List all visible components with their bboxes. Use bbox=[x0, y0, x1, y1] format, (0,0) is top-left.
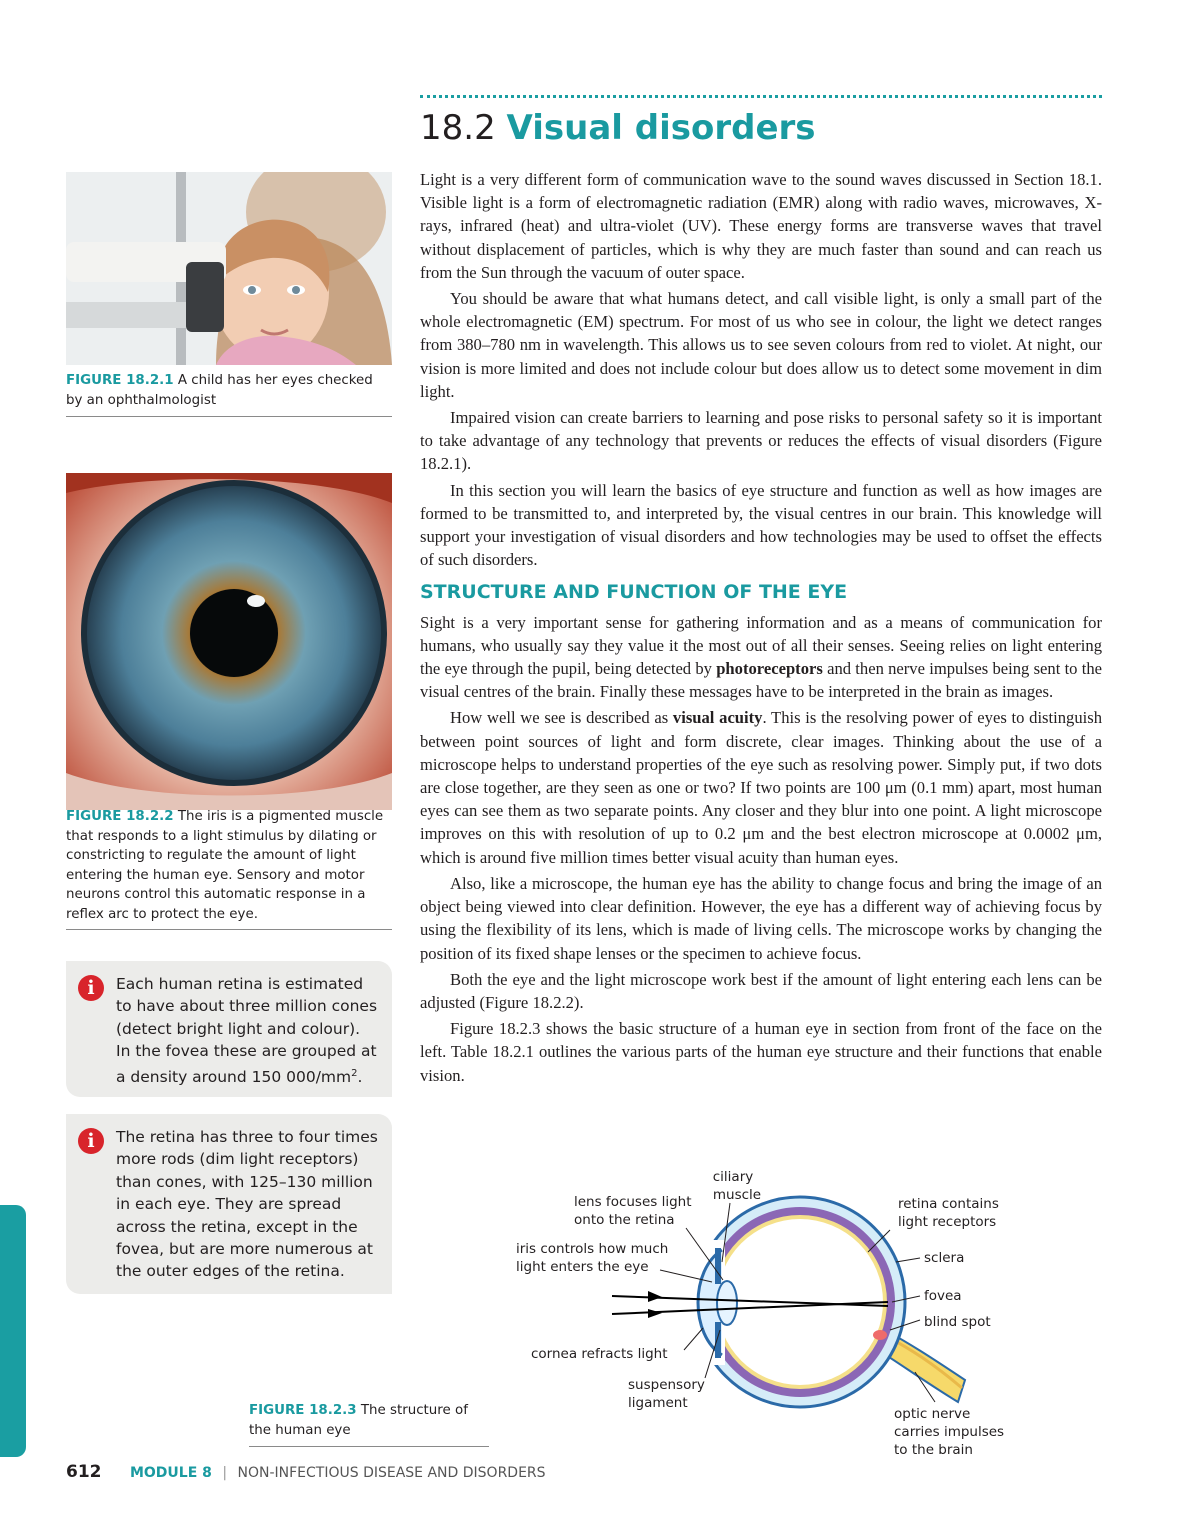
blind-spot-shape bbox=[873, 1330, 887, 1340]
note-body: Each human retina is estimated to have about three million cones (detect bright light and colour). In the fovea these are grouped at a density around 150 000/mm bbox=[116, 975, 378, 1086]
footer-separator: | bbox=[222, 1465, 228, 1481]
module-label: MODULE 8 bbox=[129, 1465, 212, 1481]
label-optic-3: to the brain bbox=[894, 1442, 973, 1458]
figure-caption bbox=[66, 371, 392, 410]
label-ciliary: ciliary bbox=[712, 1169, 754, 1185]
figure-label: FIGURE 18.2.1 bbox=[66, 373, 174, 388]
key-term: photoreceptors bbox=[716, 659, 823, 679]
label-optic-2: carries impulses bbox=[894, 1424, 1005, 1440]
section-title bbox=[420, 108, 816, 148]
figure-caption-text: A child has her eyes checked by an ophthalmologist bbox=[66, 373, 373, 408]
note-tail: . bbox=[357, 1067, 363, 1086]
info-icon: i bbox=[78, 1128, 104, 1154]
paragraph: You should be aware that what humans detect, and call visible light, is only a small part of the whole electromagnetic (EM) spectrum. For most of us who see in colour, the light we detect ranges from 380–780 nm in wavelength. This allows us to see seven colours from red to violet. At night, our vision is more limited and does not include colour but does allow us to detect some movement in dim light. bbox=[420, 289, 1102, 401]
child-eye-exam-photo bbox=[66, 172, 392, 365]
figure-caption bbox=[249, 1401, 489, 1440]
caption-rule bbox=[66, 416, 392, 417]
label-muscle: muscle bbox=[712, 1187, 762, 1203]
figure-caption-text: The structure of the human eye bbox=[249, 1403, 468, 1438]
main-text bbox=[420, 168, 1102, 1090]
eye-structure-diagram bbox=[510, 1165, 1030, 1465]
iris-photo bbox=[66, 473, 392, 810]
caption-rule bbox=[249, 1446, 489, 1447]
section-number: 18.2 bbox=[420, 108, 496, 148]
module-title: NON-INFECTIOUS DISEASE AND DISORDERS bbox=[237, 1465, 546, 1481]
paragraph-text: Sight is a very important sense for gathering information and as a means of communication for humans, who usually say they value it the most out of all their senses. Seeing relies on light entering the eye through the pupil, being detected by bbox=[420, 612, 1102, 679]
superscript: 2 bbox=[351, 1067, 358, 1079]
child-eye-exam-image bbox=[66, 172, 392, 365]
label-cornea: cornea refracts light bbox=[531, 1346, 668, 1362]
paragraph bbox=[420, 706, 1102, 868]
caption-rule bbox=[66, 929, 392, 930]
info-icon: i bbox=[78, 975, 104, 1001]
section-heading: STRUCTURE AND FUNCTION OF THE EYE bbox=[420, 581, 848, 604]
label-suspensory: suspensory bbox=[628, 1377, 705, 1393]
label-ligament: ligament bbox=[628, 1395, 688, 1411]
figure-caption bbox=[66, 807, 392, 924]
figure-label: FIGURE 18.2.3 bbox=[249, 1403, 357, 1418]
key-term: visual acuity bbox=[672, 708, 763, 728]
page-number: 612 bbox=[66, 1462, 102, 1482]
label-blind-spot: blind spot bbox=[924, 1314, 991, 1330]
note-text bbox=[116, 973, 378, 1088]
info-note bbox=[66, 1114, 392, 1294]
label-retina-2: light receptors bbox=[898, 1214, 997, 1230]
paragraph: Impaired vision can create barriers to learning and pose risks to personal safety so it is important to take advantage of any technology that prevents or reduces the effects of visual disorders (Figure 18.2.1). bbox=[420, 408, 1102, 474]
paragraph-text: and then nerve impulses being sent to the visual centres of the brain. Finally these messages have to be interpreted in the brain as images. bbox=[420, 659, 1102, 702]
label-sclera: sclera bbox=[924, 1250, 965, 1266]
section-top-rule bbox=[420, 95, 1102, 98]
paragraph: Both the eye and the light microscope work best if the amount of light entering each lens can be adjusted (Figure 18.2.2). bbox=[420, 969, 1102, 1012]
paragraph: Also, like a microscope, the human eye has the ability to change focus and bring the image of an object being viewed into clear definition. However, the eye has a different way of achieving focus by using the flexibility of its lens, which is made of living cells. The microscope works by changing the position of its fixed shape lenses or the specimen to achieve focus. bbox=[420, 873, 1102, 963]
section-title-text: Visual disorders bbox=[506, 108, 816, 148]
page-footer bbox=[66, 1462, 546, 1482]
label-iris: iris controls how much bbox=[516, 1241, 669, 1257]
note-text: The retina has three to four times more rods (dim light receptors) than cones, with 125–130 million in each eye. They are spread across the retina, except in the fovea, but are more numerous at the outer edges of the retina. bbox=[116, 1128, 378, 1281]
paragraph: Figure 18.2.3 shows the basic structure of a human eye in section from front of the face on the left. Table 18.2.1 outlines the various parts of the human eye structure and their functions that enable vision. bbox=[420, 1019, 1102, 1085]
info-note bbox=[66, 961, 392, 1097]
label-fovea: fovea bbox=[924, 1288, 962, 1304]
figure-label: FIGURE 18.2.2 bbox=[66, 809, 174, 824]
label-optic: optic nerve bbox=[894, 1406, 971, 1422]
label-lens-2: onto the retina bbox=[574, 1212, 675, 1228]
paragraph-text: How well we see is described as bbox=[450, 708, 673, 728]
side-tab bbox=[0, 1205, 26, 1457]
paragraph: Light is a very different form of communication wave to the sound waves discussed in Section 18.1. Visible light is a form of electromagnetic radiation (EMR) along with radio waves, microwaves, X-rays, infrared (heat) and ultra-violet (UV). These energy forms are transverse waves that travel without displacement of particles, which is why they are much faster than sound and can reach us from the Sun through the vacuum of outer space. bbox=[420, 170, 1102, 282]
paragraph-text: . This is the resolving power of eyes to distinguish between point sources of light and form discrete, clear images. Thinking about the use of a microscope helps to understand properties of the eye such as resolving power. Simply put, if two dots are close together, are they seen as one or two? If two points are 100 μm (0.1 mm) apart, most human eyes can see them as two separate points. Any closer and they blur into one point. A light microscope improves on this with resolution of up to 0.2 μm and the best electron microscope at 0.0002 μm, which is around five million times better visual acuity than human eyes. bbox=[420, 708, 1102, 867]
label-retina: retina contains bbox=[898, 1196, 999, 1212]
figure-caption-text: The iris is a pigmented muscle that responds to a light stimulus by dilating or constricting to regulate the amount of light entering the human eye. Sensory and motor neurons control this automatic response in a reflex arc to protect the eye. bbox=[66, 809, 384, 922]
label-iris-2: light enters the eye bbox=[516, 1259, 649, 1275]
iris-image bbox=[66, 473, 392, 810]
paragraph: In this section you will learn the basics of eye structure and function as well as how images are formed to be transmitted to, and interpreted by, the visual centres in our brain. This knowledge will support your investigation of visual disorders and how technologies may be used to offset the effects of such disorders. bbox=[420, 480, 1102, 570]
lens-shape bbox=[717, 1281, 737, 1325]
paragraph bbox=[420, 611, 1102, 704]
label-lens: lens focuses light bbox=[574, 1194, 692, 1210]
iris-shape bbox=[715, 1248, 721, 1284]
